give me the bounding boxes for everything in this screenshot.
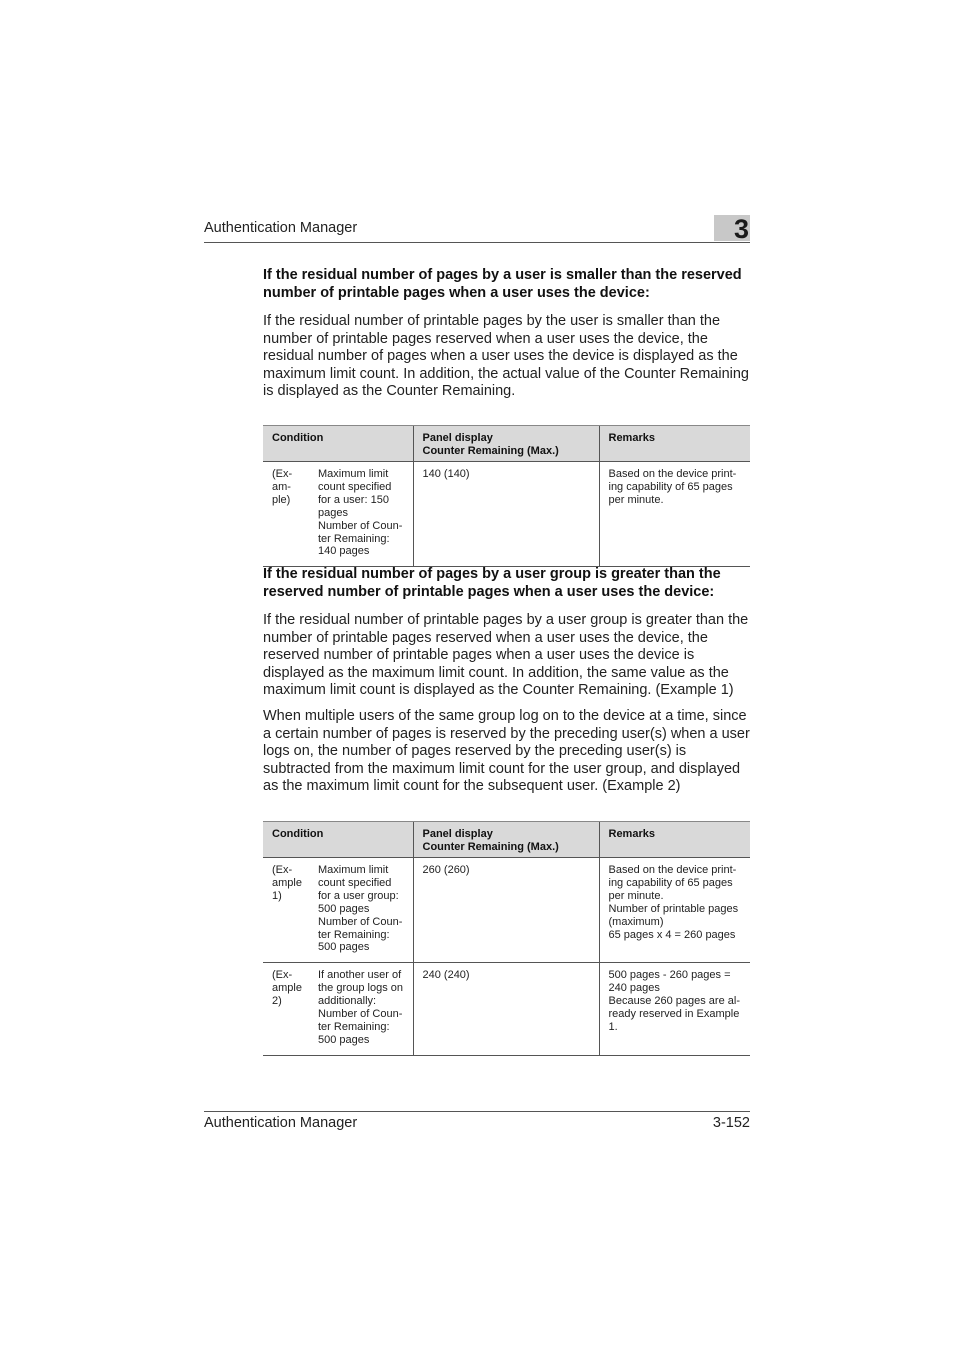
- condition-text: If another user of the group logs on additionally: Number of Coun-ter Remaining: 500 pages: [318, 969, 404, 1046]
- cell-remarks: Based on the device print-ing capability of 65 pages per minute. Number of printable pages (maximum) 65 pages x 4 = 260 pages: [599, 858, 750, 963]
- cell-panel-display: 140 (140): [413, 462, 599, 567]
- chapter-tab: [714, 214, 750, 244]
- table-row: [263, 963, 750, 1055]
- example-tag: (Ex- am- ple): [272, 468, 293, 506]
- section-group-body-2: When multiple users of the same group log on to the device at a time, since a certain number of pages is reserved by the preceding user(s) when a user logs on, the number of pages reserved by the preceding user(s) is subtracted from the maximum limit count for the user group, and displayed as the maximum limit count for the subsequent user. (Example 2): [263, 707, 750, 795]
- header-panel-display: Panel display Counter Remaining (Max.): [413, 822, 599, 858]
- header-remarks: Remarks: [599, 822, 750, 858]
- table-row: [263, 858, 750, 963]
- condition-table-1: [263, 425, 750, 567]
- header-remarks: Remarks: [599, 426, 750, 462]
- section-group-body-1: If the residual number of printable pages by a user group is greater than the number of printable pages reserved when a user uses the device, the reserved number of printable pages when a user uses the device is displayed as the maximum limit count. In addition, the same value as the maximum limit count is displayed as the Counter Remaining. (Example 1): [263, 612, 749, 699]
- footer-title: Authentication Manager: [204, 1115, 358, 1131]
- table-header-row: [263, 822, 750, 858]
- header-condition: Condition: [263, 822, 413, 858]
- table-group: [263, 821, 751, 1056]
- header-panel-display: Panel display Counter Remaining (Max.): [413, 426, 599, 462]
- cell-remarks: 500 pages - 260 pages = 240 pages Because 260 pages are al-ready reserved in Example 1.: [599, 963, 750, 1055]
- example-tag: (Ex- ample 1): [272, 864, 302, 902]
- cell-panel-display: 260 (260): [413, 858, 599, 963]
- header-condition: Condition: [263, 426, 413, 462]
- cell-condition: [263, 963, 413, 1055]
- table-user: [263, 425, 751, 567]
- table-row: [263, 462, 750, 567]
- condition-text: Maximum limit count specified for a user group: 500 pages Number of Coun-ter Remaining: 500 pages: [318, 864, 403, 954]
- section-user: [263, 266, 751, 401]
- section-user-body: If the residual number of printable pages by the user is smaller than the number of printable pages reserved when a user uses the device, the residual number of pages when a user uses the device is displayed as the maximum limit count. In addition, the actual value of the Counter Remaining is displayed as the Counter Remaining.: [263, 313, 749, 400]
- example-tag: (Ex- ample 2): [272, 969, 302, 1008]
- running-footer: [204, 1111, 750, 1131]
- cell-condition: [263, 462, 413, 567]
- chapter-number: 3: [733, 214, 749, 244]
- section-group-heading: If the residual number of pages by a user group is greater than the reserved number of printable pages when a user uses the device:: [263, 566, 721, 600]
- page-number: 3-152: [712, 1115, 750, 1131]
- table-header-row: [263, 426, 750, 462]
- condition-table-2: [263, 821, 750, 1056]
- condition-text: Maximum limit count specified for a user: 150 pages Number of Coun-ter Remaining: 140 pages: [318, 468, 403, 558]
- section-group: [263, 565, 751, 796]
- cell-panel-display: 240 (240): [413, 963, 599, 1055]
- cell-condition: [263, 858, 413, 963]
- cell-remarks: Based on the device print-ing capability of 65 pages per minute.: [599, 462, 750, 567]
- header-title: Authentication Manager: [204, 220, 358, 236]
- section-user-heading: If the residual number of pages by a user is smaller than the reserved number of printable pages when a user uses the device:: [263, 267, 742, 301]
- running-header: [204, 214, 750, 244]
